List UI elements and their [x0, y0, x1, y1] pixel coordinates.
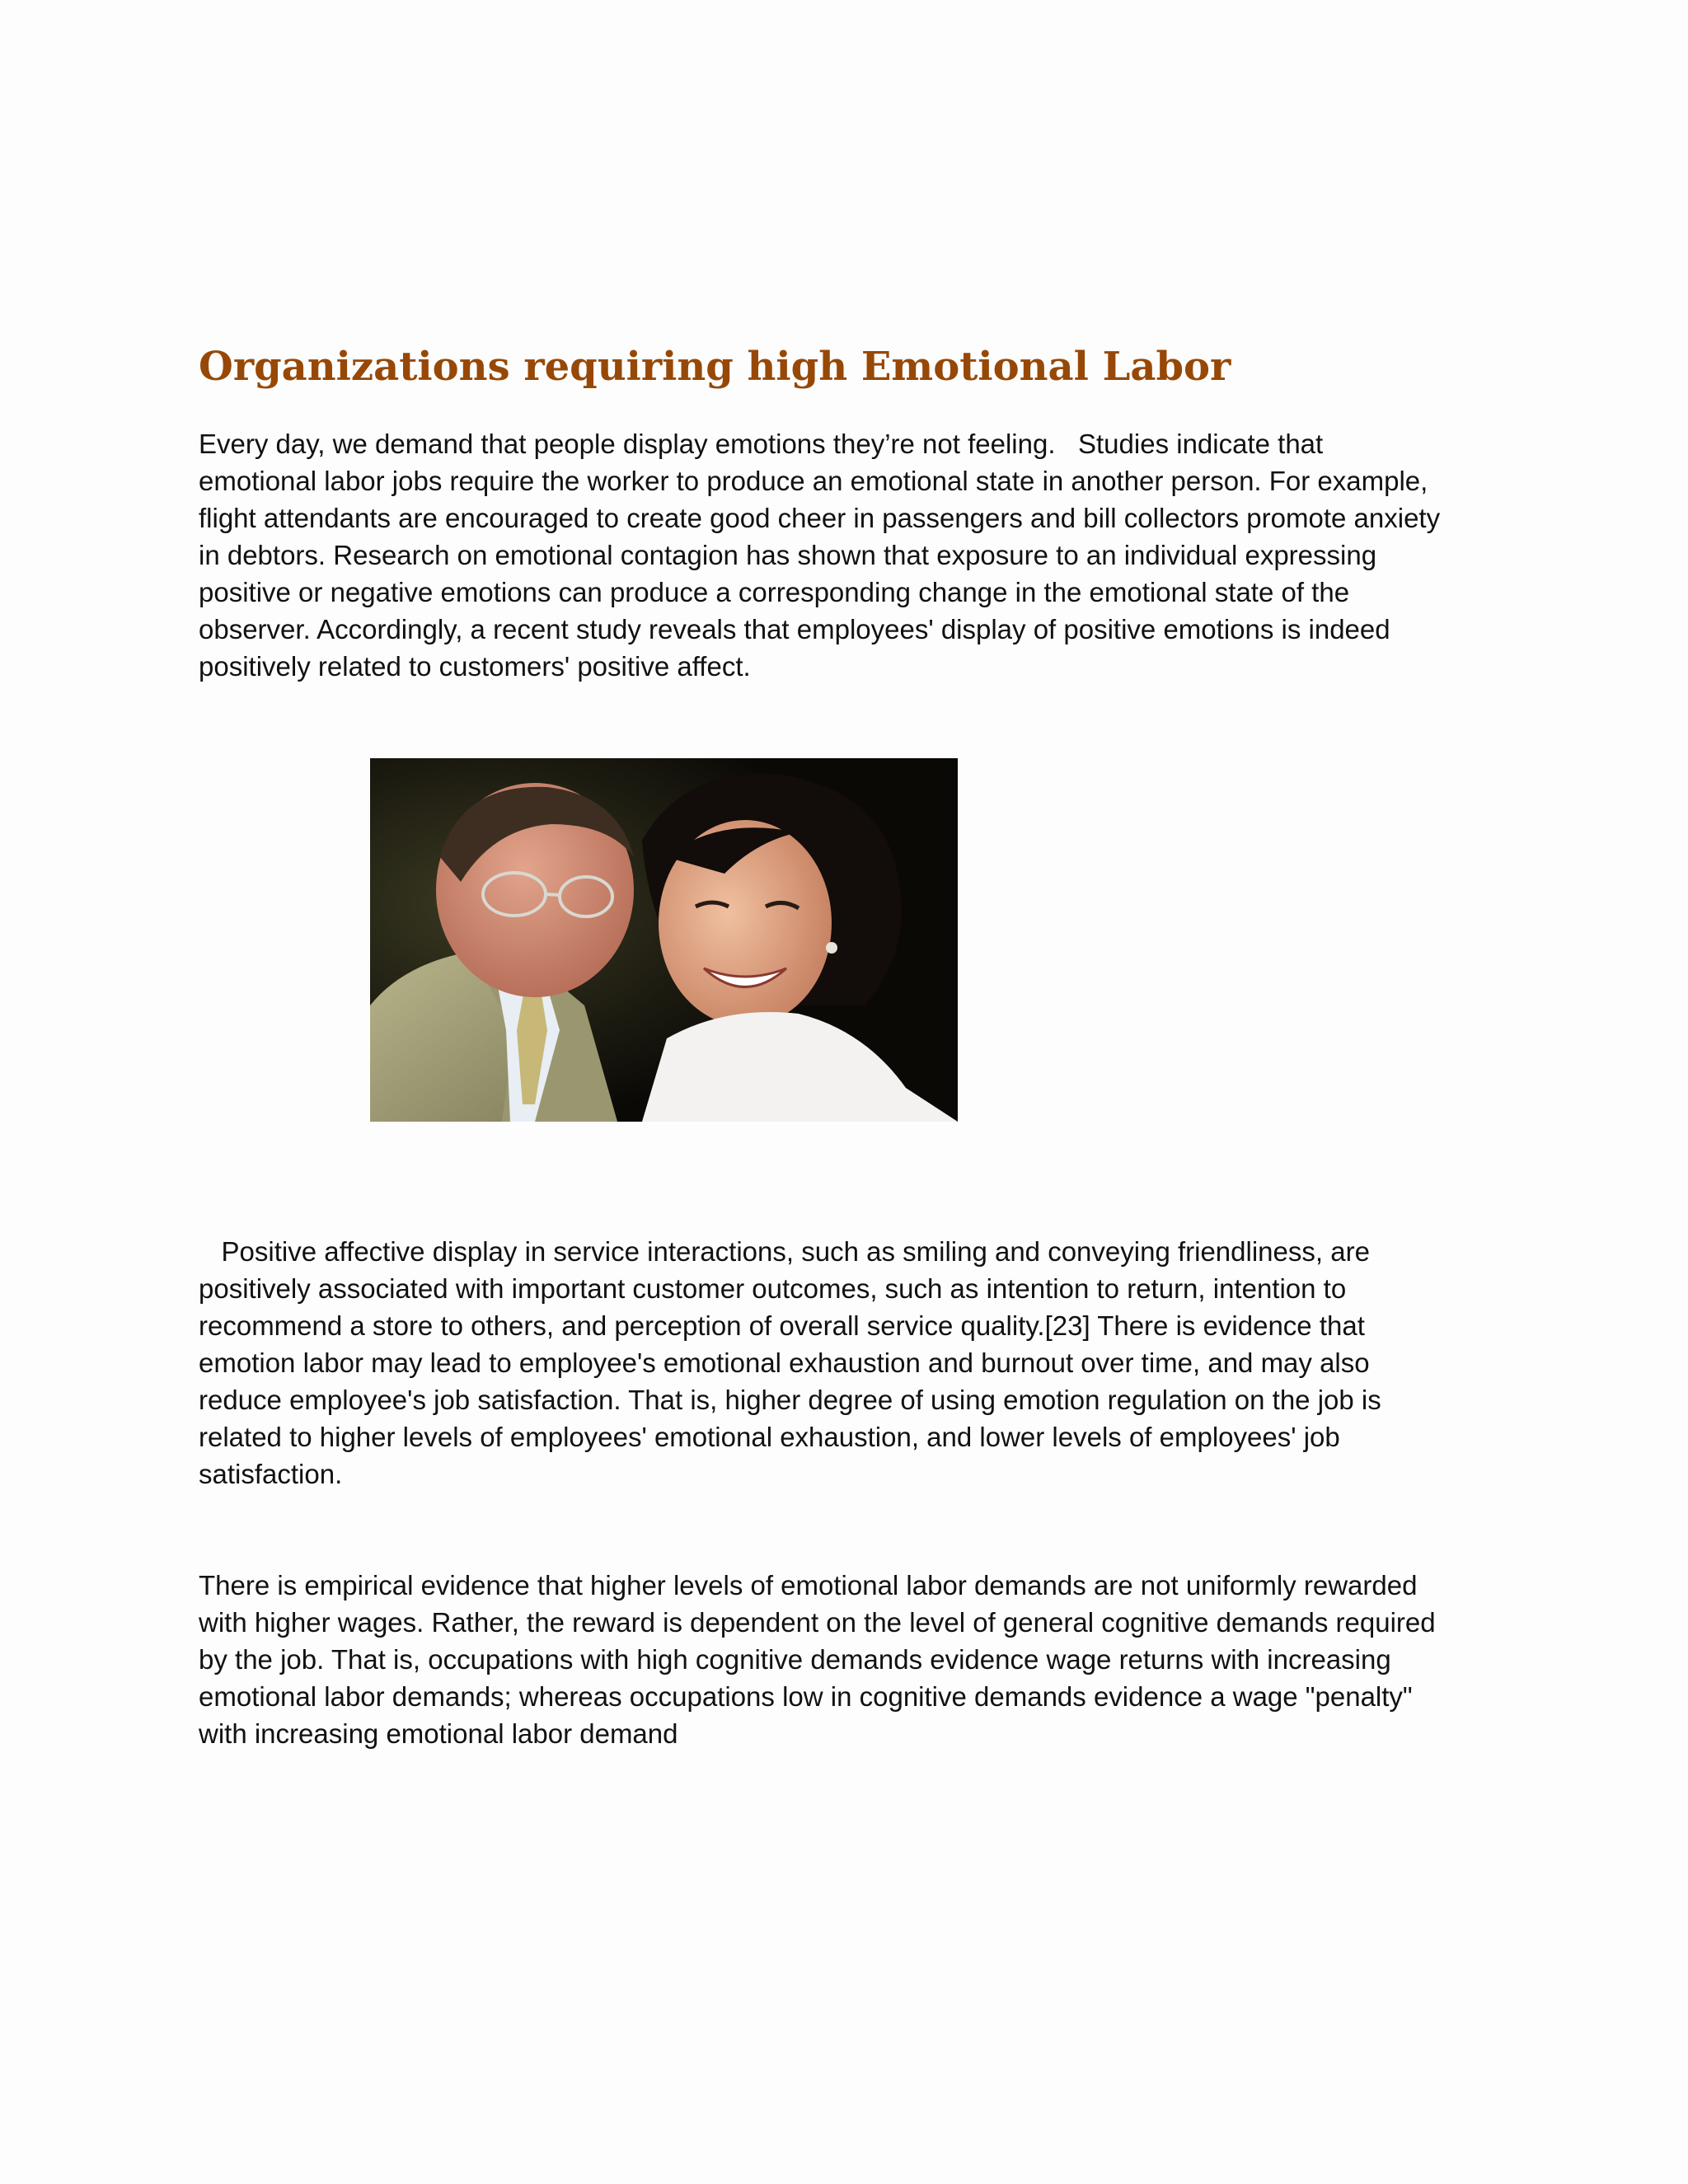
paragraph-line: There is empirical evidence that higher levels of emotional labor demands are not uniformly rewarded: [199, 1570, 1418, 1601]
paragraph-line: positive or negative emotions can produce a corresponding change in the emotional state of the: [199, 577, 1350, 607]
paragraph-line: reduce employee's job satisfaction. That is, higher degree of using emotion regulation on the job is: [199, 1385, 1381, 1415]
paragraph-line: emotion labor may lead to employee's emotional exhaustion and burnout over time, and may also: [199, 1347, 1370, 1378]
paragraph-line: Every day, we demand that people display emotions they’re not feeling. Studies indicate that: [199, 429, 1324, 459]
paragraph-line: with higher wages. Rather, the reward is dependent on the level of general cognitive demands required: [199, 1607, 1436, 1638]
page-heading: Organizations requiring high Emotional Labor: [199, 344, 1231, 390]
paragraph-line: in debtors. Research on emotional contagion has shown that exposure to an individual expressing: [199, 540, 1377, 570]
paragraph-line: by the job. That is, occupations with high cognitive demands evidence wage returns with increasing: [199, 1644, 1391, 1675]
paragraph-3: [199, 1567, 1501, 1752]
paragraph-line: positively related to customers' positive affect.: [199, 651, 751, 682]
photo-smiling-couple: [370, 758, 958, 1122]
paragraph-line: recommend a store to others, and perception of overall service quality.[23] There is evidence that: [199, 1310, 1365, 1341]
paragraph-2: [199, 1233, 1501, 1493]
paragraph-line: observer. Accordingly, a recent study reveals that employees' display of positive emotions is indeed: [199, 614, 1390, 644]
paragraph-line: related to higher levels of employees' emotional exhaustion, and lower levels of employees' job: [199, 1422, 1340, 1452]
paragraph-line: satisfaction.: [199, 1459, 343, 1489]
paragraph-line: with increasing emotional labor demand: [199, 1718, 678, 1749]
paragraph-line: emotional labor jobs require the worker to produce an emotional state in another person. For example,: [199, 466, 1428, 496]
paragraph-line: positively associated with important customer outcomes, such as intention to return, intention to: [199, 1273, 1347, 1304]
paragraph-line: flight attendants are encouraged to create good cheer in passengers and bill collectors promote anxiety: [199, 503, 1441, 533]
paragraph-line: Positive affective display in service interactions, such as smiling and conveying friendliness, are: [199, 1236, 1370, 1267]
paragraph-1: [199, 425, 1501, 685]
paragraph-line: emotional labor demands; whereas occupations low in cognitive demands evidence a wage "penalty": [199, 1681, 1413, 1712]
